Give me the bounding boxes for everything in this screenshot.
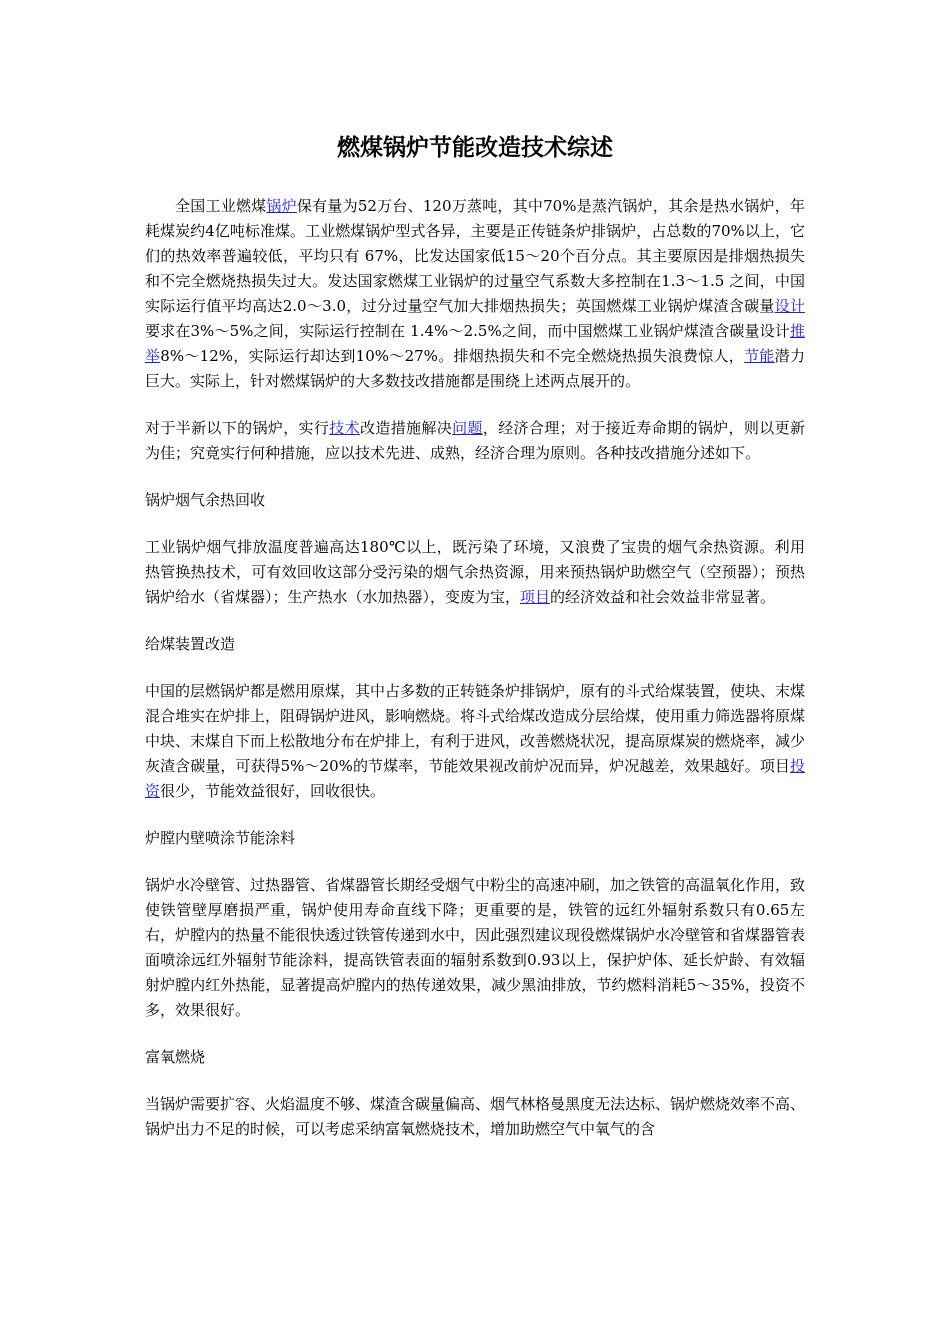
measures-text-3: ，经济合理；对于接近寿命期的锅炉，则以更新为佳；究竟实行何种措施，应以技术先进、成熟，经济合理为原则。各种技改措施分述如下。 — [145, 419, 805, 462]
measures-text-1: 对于半新以下的锅炉，实行 — [145, 419, 330, 437]
section-body-coating: 锅炉水冷壁管、过热器管、省煤器管长期经受烟气中粉尘的高速冲刷，加之铁管的高温氧化作用，致使铁管壁厚磨损严重，锅炉使用寿命直线下降；更重要的是，铁管的远红外辐射系数只有0.65左右，炉膛内的热量不能很快透过铁管传递到水中，因此强烈建议现役燃煤锅炉水冷壁管和省煤器管表面喷涂远红外辐射节能涂料，提高铁管表面的辐射系数到0.93以上，保护炉体、延长炉龄、有效辐射炉膛内红外热能，显著提高炉膛内的热传递效果，减少黑油排放，节约燃料消耗5～35%，投资不多，效果很好。 — [145, 876, 806, 1019]
section-body-coal-feeder — [145, 679, 805, 804]
measures-text-2: 改造措施解决 — [359, 419, 453, 437]
flue-gas-text-1: 工业锅炉烟气排放温度普遍高达180℃以上，既污染了环境，又浪费了宝贵的烟气余热资源。利用热管换热技术，可有效回收这部分受污染的烟气余热资源，用来预热锅炉助燃空气（空预器）；预热锅炉给水（省煤器）；生产热水（水加热器），变废为宝， — [145, 538, 805, 606]
intro-text-2: 保有量为52万台、120万蒸吨，其中70%是蒸汽锅炉，其余是热水锅炉，年耗煤炭约4亿吨标准煤。工业燃煤锅炉型式各异，主要是正传链条炉排锅炉，占总数的70%以上，它们的热效率普遍较低，平均只有 67%，比发达国家低15～20个百分点。其主要原因是排烟热损失和不完全燃烧热损失过大。发达国家燃煤工业锅炉的过量空气系数大多控制在1.3～1.5 之间，中国实际运行值平均高达2.0～3.0，过分过量空气加大排烟热损失；英国燃煤工业锅炉煤渣含碳量 — [145, 197, 805, 315]
coal-feeder-text-2: 很少，节能效益很好，回收很快。 — [160, 782, 386, 800]
link-touzi[interactable]: 投资 — [145, 757, 805, 800]
measures-paragraph — [145, 416, 805, 466]
intro-text-4: 8%～12%，实际运行却达到10%～27%。排烟热损失和不完全燃烧热损失浪费惊人， — [160, 347, 745, 365]
coal-feeder-text-1: 中国的层燃锅炉都是燃用原煤，其中占多数的正转链条炉排锅炉，原有的斗式给煤装置，使块、末煤混合堆实在炉排上，阻碍锅炉进风，影响燃烧。将斗式给煤改造成分层给煤，使用重力筛选器将原煤中块、末煤自下而上松散地分布在炉排上，有利于进风，改善燃烧状况，提高原煤炭的燃烧率，减少灰渣含碳量，可获得5%～20%的节煤率，节能效果视改前炉况而异，炉况越差，效果越好。项目 — [145, 682, 806, 775]
document-title: 燃煤锅炉节能改造技术综述 — [337, 135, 613, 161]
section-heading-oxygen: 富氧燃烧 — [145, 1048, 206, 1066]
intro-text-3: 要求在3%～5%之间，实际运行控制在 1.4%～2.5%之间，而中国燃煤工业锅炉煤渣含碳量设计 — [145, 322, 790, 340]
link-jieneng[interactable]: 节能 — [744, 347, 775, 365]
section-body-flue-gas — [145, 535, 805, 610]
section-heading-coal-feeder: 给煤装置改造 — [145, 635, 236, 653]
link-jishu[interactable]: 技术 — [329, 419, 360, 437]
intro-text-5: 潜力巨大。实际上，针对燃煤锅炉的大多数技改措施都是围绕上述两点展开的。 — [145, 347, 805, 390]
link-guolu[interactable]: 锅炉 — [266, 197, 297, 215]
intro-text-1: 全国工业燃煤 — [175, 197, 267, 215]
document-body — [145, 130, 805, 1164]
link-sheji[interactable]: 设计 — [774, 297, 805, 315]
section-heading-coating: 炉膛内壁喷涂节能涂料 — [145, 829, 296, 847]
link-wenti[interactable]: 问题 — [452, 419, 483, 437]
flue-gas-text-2: 的经济效益和社会效益非常显著。 — [550, 588, 776, 606]
link-tuiju[interactable]: 推举 — [145, 322, 805, 365]
section-heading-flue-gas: 锅炉烟气余热回收 — [145, 491, 266, 509]
section-body-oxygen: 当锅炉需要扩容、火焰温度不够、煤渣含碳量偏高、烟气林格曼黑度无法达标、锅炉燃烧效率不高、锅炉出力不足的时候，可以考虑采纳富氧燃烧技术，增加助燃空气中氧气的含 — [145, 1095, 806, 1138]
intro-paragraph — [145, 194, 805, 394]
link-xiangmu[interactable]: 项目 — [520, 588, 551, 606]
